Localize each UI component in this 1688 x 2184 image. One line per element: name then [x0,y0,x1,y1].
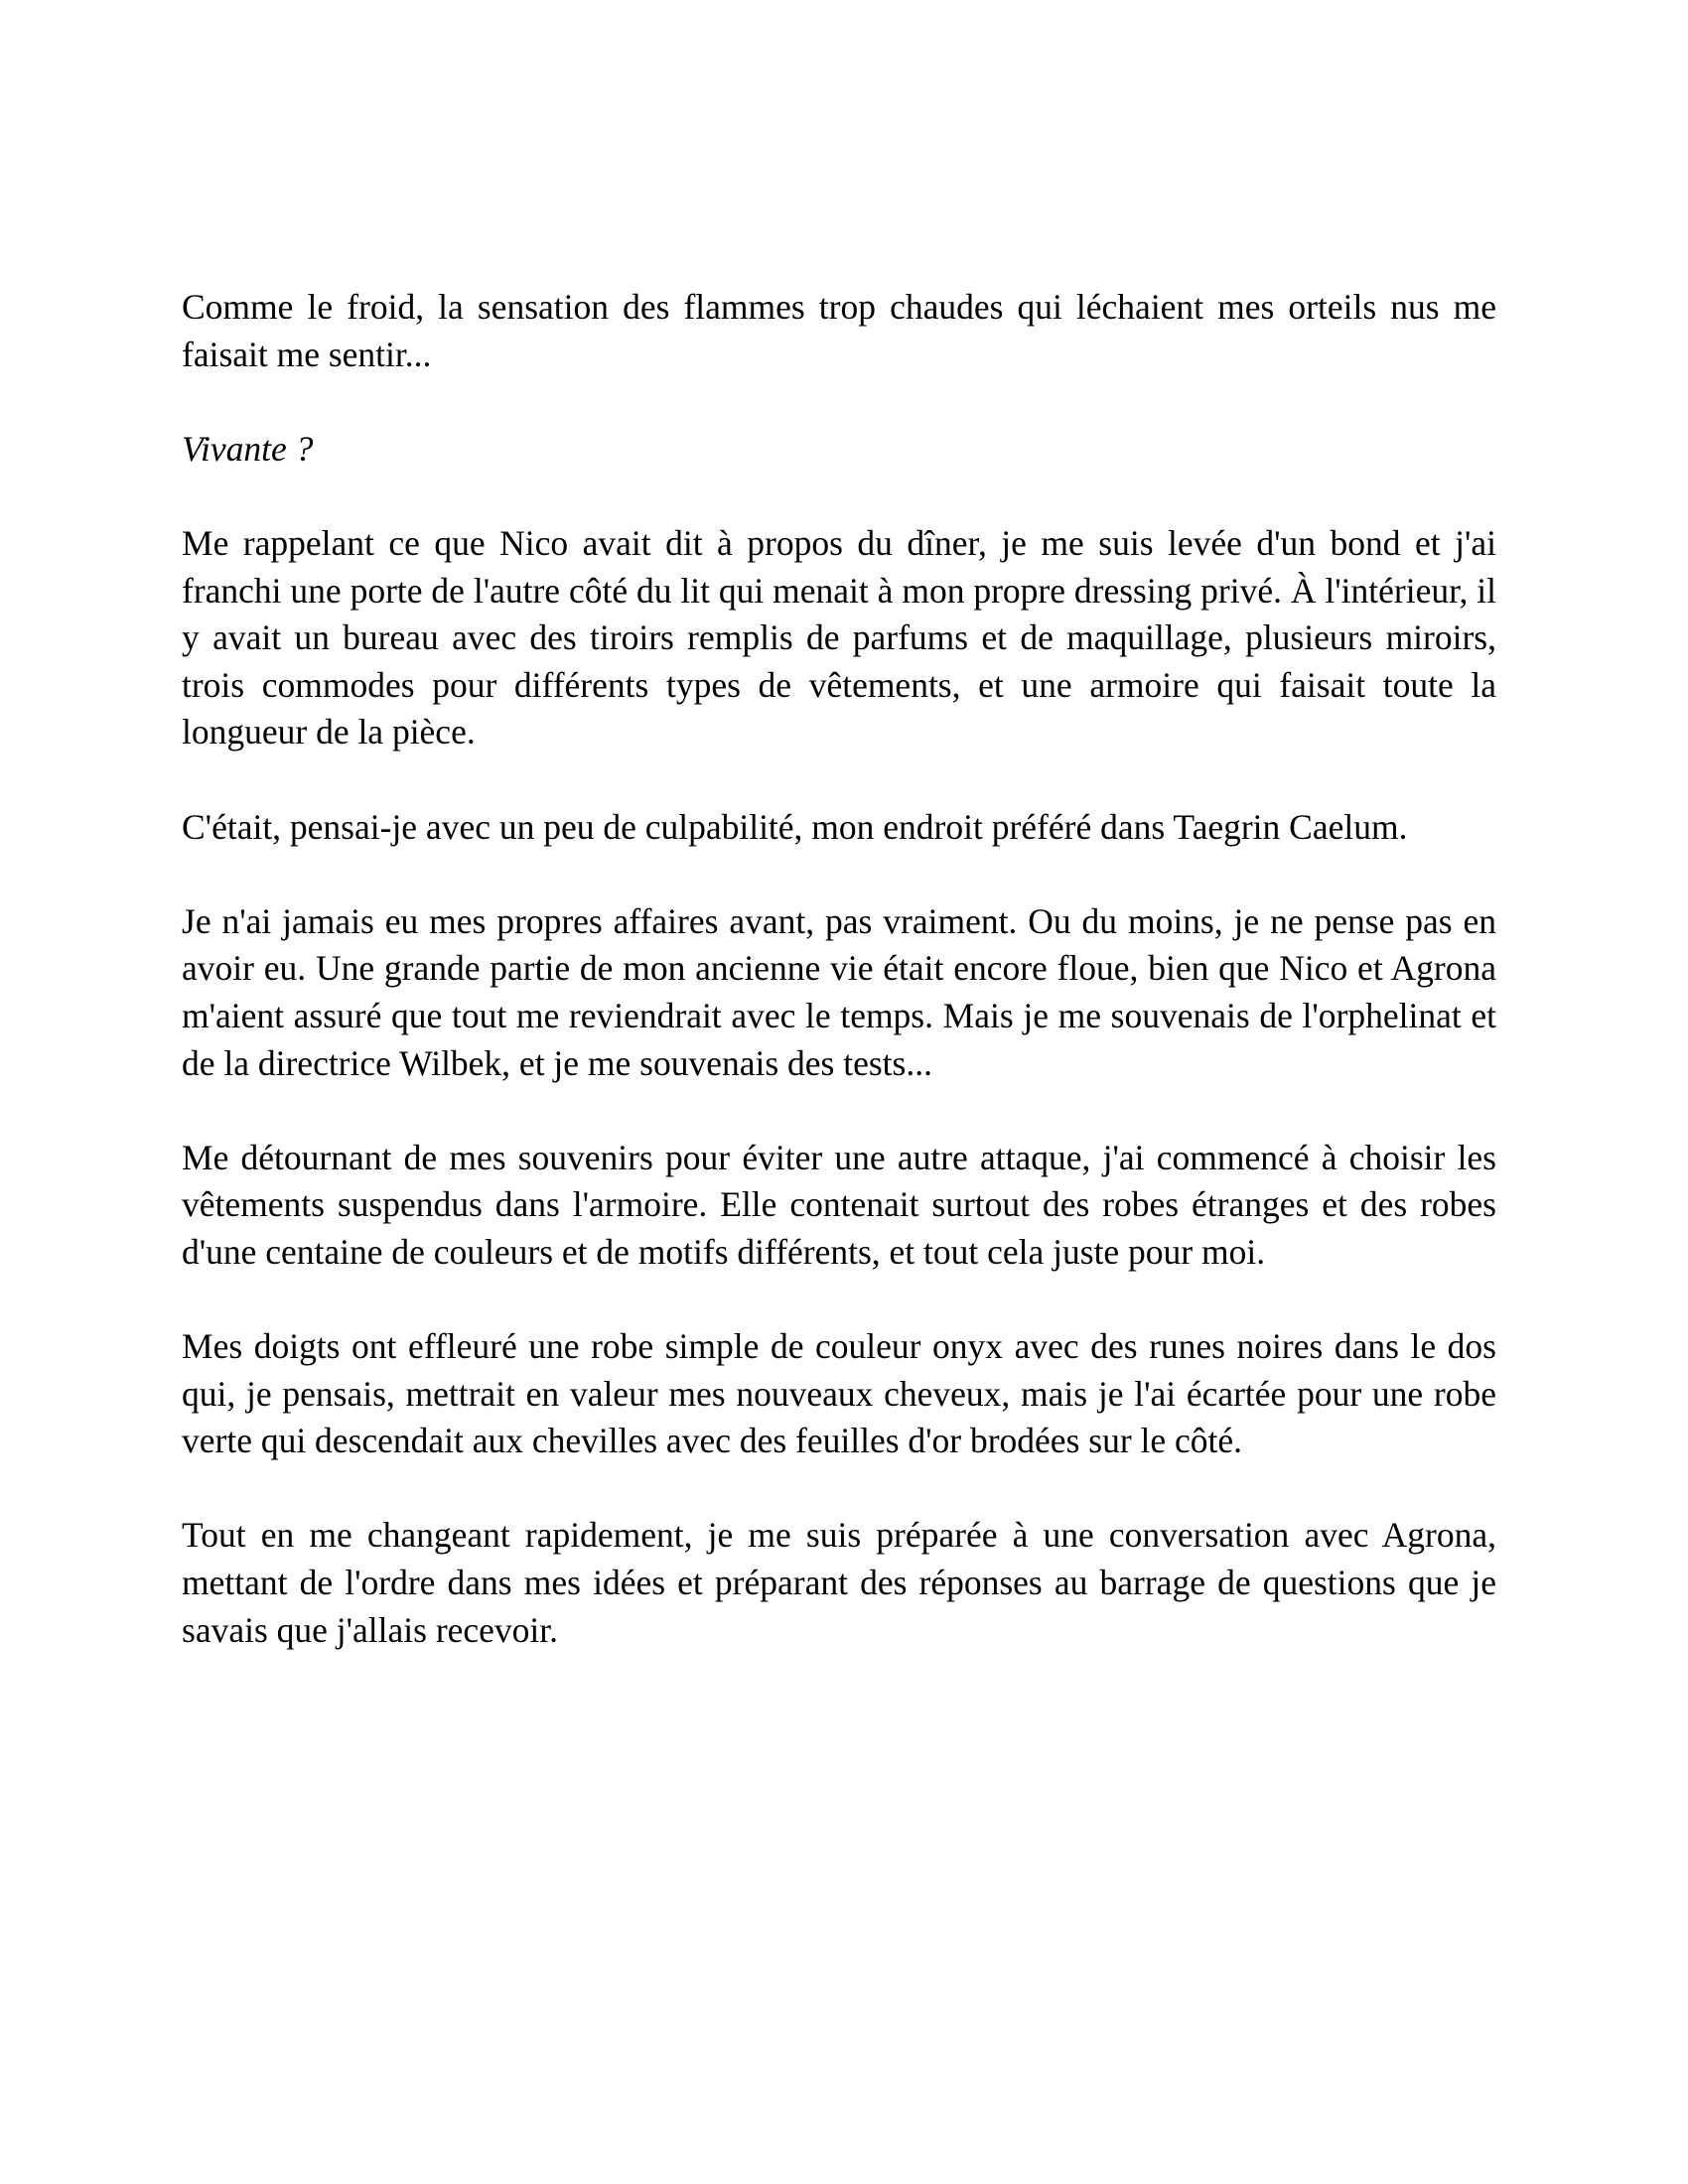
paragraph-favorite-place: C'était, pensai-je avec un peu de culpabilité, mon endroit préféré dans Taegrin Caelum. [182,806,1408,847]
paragraph-preparation: Tout en me changeant rapidement, je me suis préparée à une conversation avec Agrona, mettant de l'ordre dans mes idées et préparant des réponses au barrage de questions que je savais que j'allais recevoir. [182,1515,1496,1650]
paragraph-flames: Comme le froid, la sensation des flammes trop chaudes qui léchaient mes orteils nus me faisait me sentir... [182,287,1496,374]
document-page [182,284,1496,1654]
paragraph-wardrobe: Me détournant de mes souvenirs pour éviter une autre attaque, j'ai commencé à choisir les vêtements suspendus dans l'armoire. Elle contenait surtout des robes étranges et des robes d'une centaine de couleurs et de motifs différents, et tout cela juste pour moi. [182,1137,1496,1272]
paragraph-vivante: Vivante ? [182,428,314,469]
paragraph-memories: Je n'ai jamais eu mes propres affaires avant, pas vraiment. Ou du moins, je ne pense pas en avoir eu. Une grande partie de mon ancienne vie était encore floue, bien que Nico et Agrona m'aient assuré que tout me reviendrait avec le temps. Mais je me souvenais de l'orphelinat et de la directrice Wilbek, et je me souvenais des tests... [182,900,1496,1083]
paragraph-dress-choice: Mes doigts ont effleuré une robe simple de couleur onyx avec des runes noires dans le dos qui, je pensais, mettrait en valeur mes nouveaux cheveux, mais je l'ai écartée pour une robe verte qui descendait aux chevilles avec des feuilles d'or brodées sur le côté. [182,1326,1496,1461]
paragraph-dressing-room: Me rappelant ce que Nico avait dit à propos du dîner, je me suis levée d'un bond et j'ai franchi une porte de l'autre côté du lit qui menait à mon propre dressing privé. À l'intérieur, il y avait un bureau avec des tiroirs remplis de parfums et de maquillage, plusieurs miroirs, trois commodes pour différents types de vêtements, et une armoire qui faisait toute la longueur de la pièce. [182,522,1496,752]
